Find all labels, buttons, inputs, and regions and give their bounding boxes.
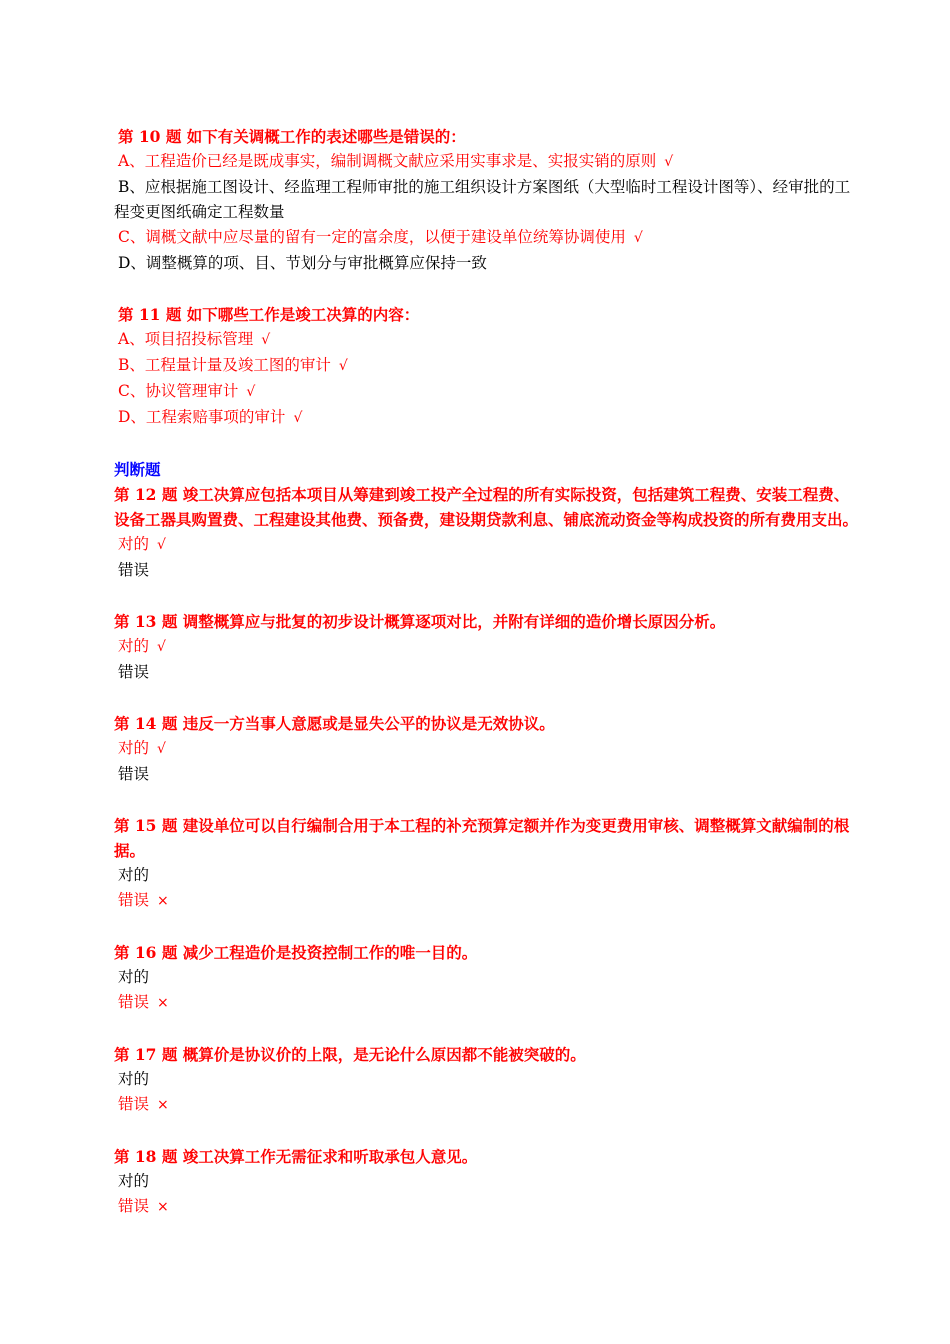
cross-mark-icon: × (157, 995, 169, 1011)
question-title: 第 11 题 如下哪些工作是竣工决算的内容： (118, 305, 420, 324)
question-title: 第 18 题 竣工决算工作无需征求和听取承包人意见。 (114, 1147, 478, 1166)
option-true: 对的 √ (118, 535, 166, 553)
option-true: 对的 √ (118, 739, 166, 757)
option-false: 错误 (118, 561, 150, 579)
option-true: 对的 (118, 1070, 150, 1088)
check-mark-icon: √ (157, 741, 166, 757)
question-title: 第 17 题 概算价是协议价的上限，是无论什么原因都不能被突破的。 (114, 1045, 586, 1064)
option-b: B、工程量计量及竣工图的审计 √ (118, 356, 348, 374)
option-false: 错误 × (118, 1095, 169, 1113)
question-15 (114, 813, 862, 914)
check-mark-icon: √ (338, 358, 348, 374)
question-18 (114, 1144, 862, 1220)
question-title: 第 14 题 违反一方当事人意愿或是显失公平的协议是无效协议。 (114, 714, 555, 733)
check-mark-icon: √ (664, 154, 674, 170)
question-16 (114, 940, 862, 1016)
option-c: C、协议管理审计 √ (118, 382, 256, 400)
option-true: 对的 (118, 1172, 150, 1190)
question-14 (114, 711, 862, 787)
option-a: A、项目招投标管理 √ (118, 330, 271, 348)
cross-mark-icon: × (157, 1199, 169, 1215)
option-false: 错误 × (118, 1197, 169, 1215)
option-d: D、调整概算的项、目、节划分与审批概算应保持一致 (118, 254, 487, 272)
option-d: D、工程索赔事项的审计 √ (118, 408, 303, 426)
check-mark-icon: √ (157, 537, 166, 553)
question-title: 第 10 题 如下有关调概工作的表述哪些是错误的： (118, 127, 466, 146)
check-mark-icon: √ (157, 639, 166, 655)
question-title: 第 12 题 竣工决算应包括本项目从筹建到竣工投产全过程的所有实际投资，包括建筑工程费、安装工程费、设备工器具购置费、工程建设其他费、预备费，建设期贷款利息、铺底流动资金等构成投资的所有费用支出。 (114, 485, 859, 529)
question-title: 第 13 题 调整概算应与批复的初步设计概算逐项对比，并附有详细的造价增长原因分析。 (114, 612, 726, 631)
option-false: 错误 (118, 765, 150, 783)
option-true: 对的 (118, 968, 150, 986)
check-mark-icon: √ (261, 332, 271, 348)
section-heading-judgment: 判断题 (114, 460, 161, 479)
check-mark-icon: √ (633, 230, 643, 246)
question-title: 第 16 题 减少工程造价是投资控制工作的唯一目的。 (114, 943, 478, 962)
option-b: B、应根据施工图设计、经监理工程师审批的施工组织设计方案图纸（大型临时工程设计图等）、经审批的工程变更图纸确定工程数量 (114, 178, 851, 221)
document-page (114, 124, 862, 1246)
check-mark-icon: √ (293, 410, 303, 426)
question-10 (114, 124, 862, 276)
option-false: 错误 × (118, 891, 169, 909)
question-11 (114, 302, 862, 431)
option-true: 对的 (118, 866, 150, 884)
option-false: 错误 × (118, 993, 169, 1011)
check-mark-icon: √ (246, 384, 256, 400)
cross-mark-icon: × (157, 893, 169, 909)
cross-mark-icon: × (157, 1097, 169, 1113)
question-title: 第 15 题 建设单位可以自行编制合用于本工程的补充预算定额并作为变更费用审核、调整概算文献编制的根据。 (114, 816, 850, 860)
option-true: 对的 √ (118, 637, 166, 655)
question-13 (114, 609, 862, 685)
question-12 (114, 482, 862, 583)
option-a: A、工程造价已经是既成事实，编制调概文献应采用实事求是、实报实销的原则 √ (118, 152, 674, 170)
option-c: C、调概文献中应尽量的留有一定的富余度，以便于建设单位统筹协调使用 √ (118, 228, 643, 246)
question-17 (114, 1042, 862, 1118)
option-false: 错误 (118, 663, 150, 681)
